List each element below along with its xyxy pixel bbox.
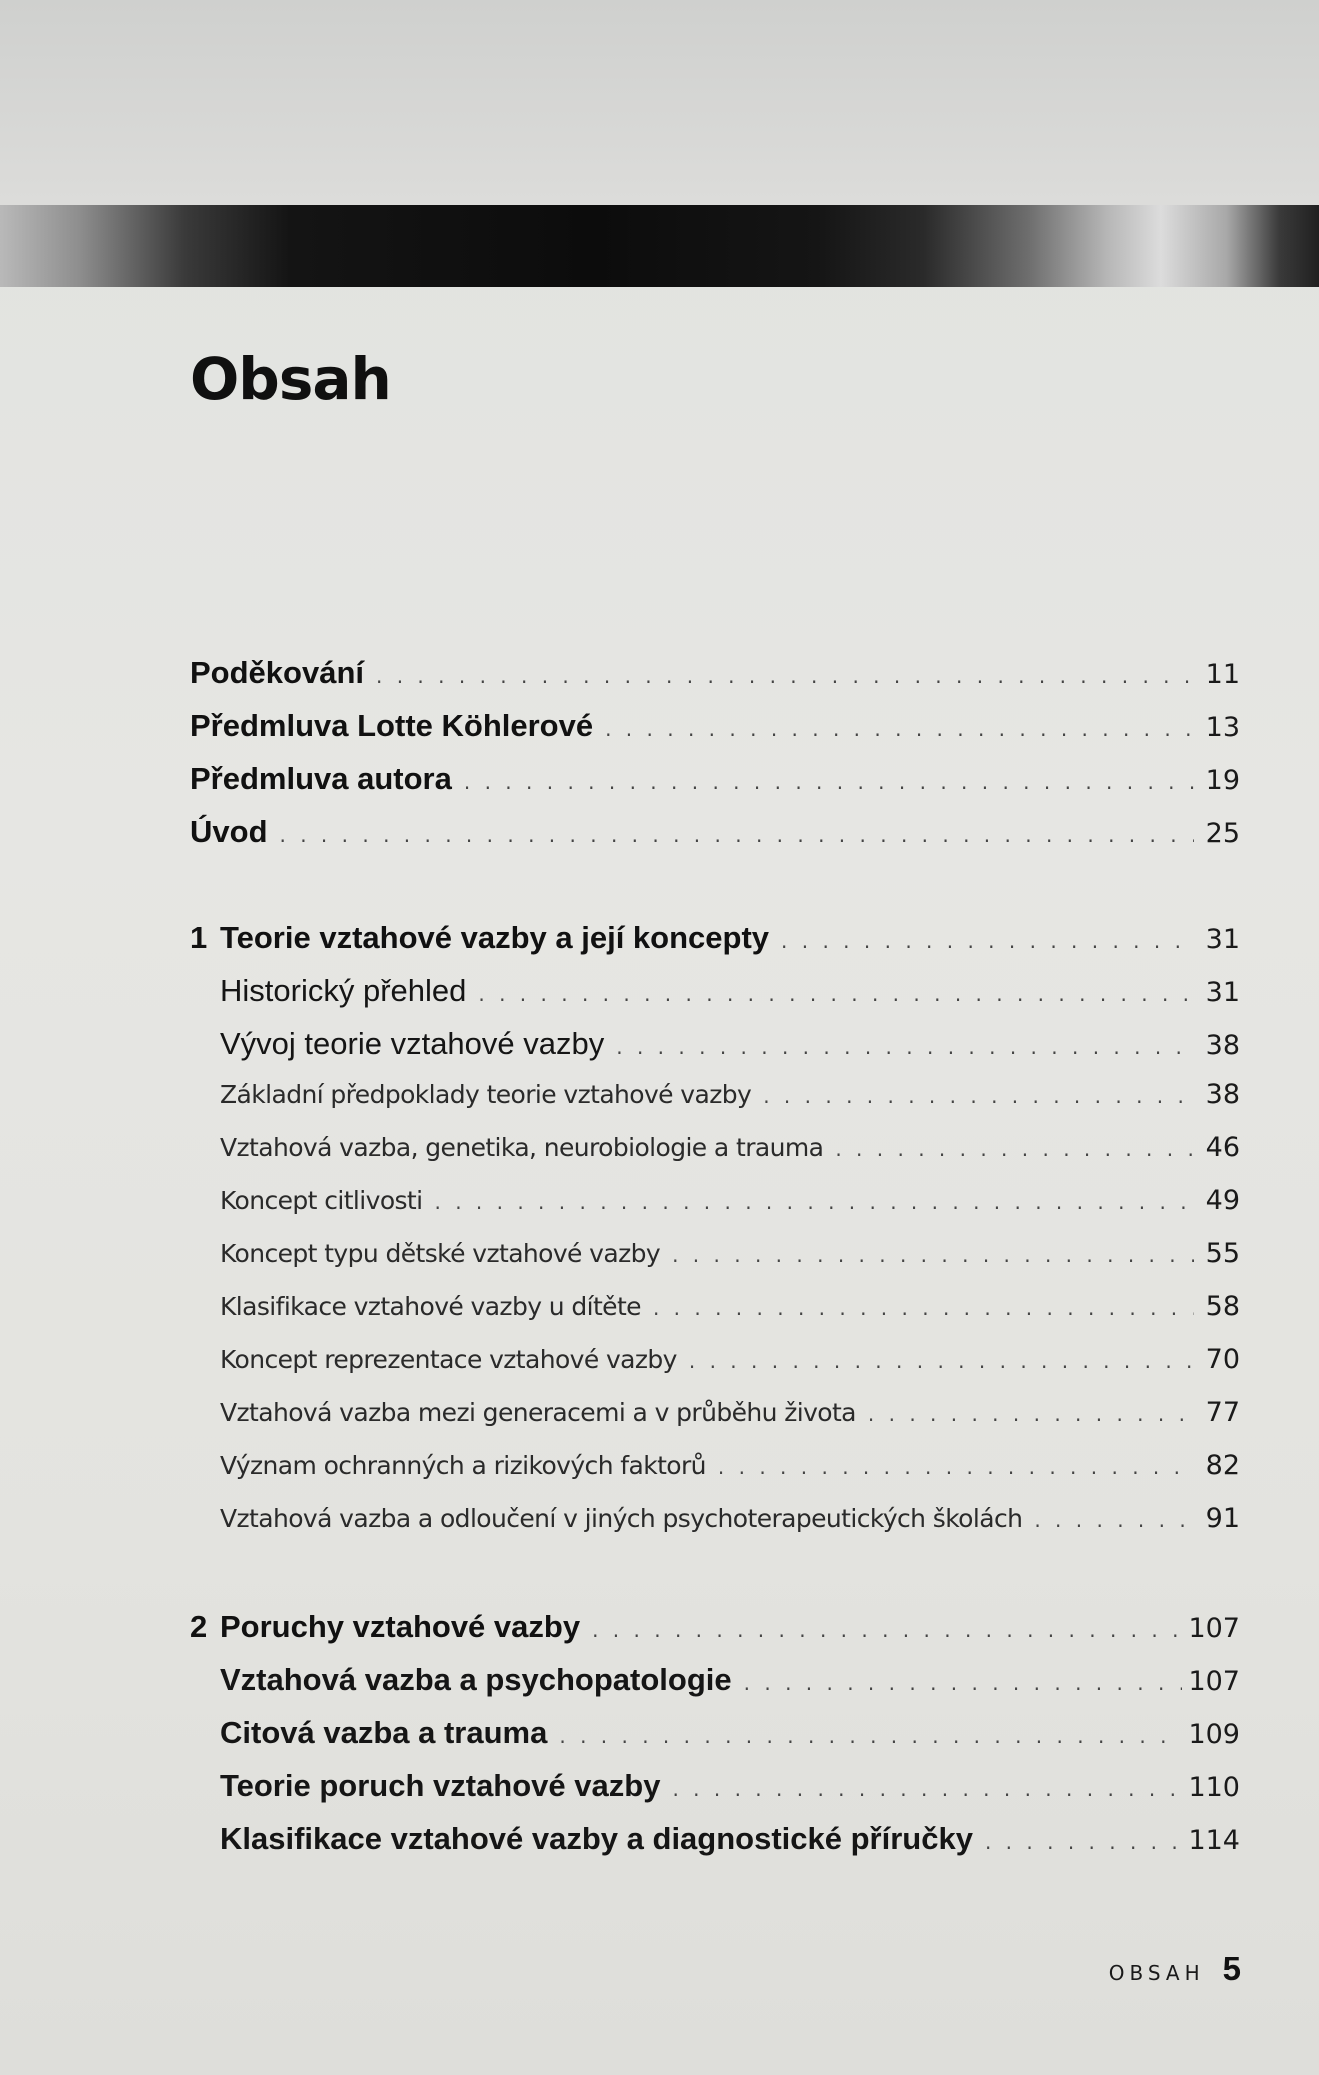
- toc-entry-label: Klasifikace vztahové vazby a diagnostické příručky: [220, 1821, 973, 1856]
- toc-entry-label: Poděkování: [190, 655, 364, 690]
- toc-entry-title: [190, 1609, 580, 1645]
- toc-entry: [190, 1344, 1240, 1375]
- toc-page-number: 82: [1205, 1450, 1240, 1481]
- toc-entry-title: [190, 1080, 751, 1109]
- toc-page-number: 91: [1205, 1503, 1240, 1534]
- toc-entry-title: [190, 1768, 660, 1804]
- toc-entry-label: Význam ochranných a rizikových faktorů: [220, 1451, 706, 1480]
- toc-dot-leader: [744, 1671, 1183, 1695]
- toc-entry-label: Vztahová vazba mezi generacemi a v průběhu života: [220, 1398, 856, 1427]
- toc-dot-leader: [478, 982, 1194, 1006]
- toc-entry-title: [190, 1451, 706, 1480]
- toc-entry: [190, 1397, 1240, 1428]
- toc-entry: [190, 1503, 1240, 1534]
- page-footer: [1109, 1950, 1241, 1988]
- header-band: [0, 205, 1319, 287]
- toc-dot-leader: [559, 1724, 1182, 1748]
- toc-entry-label: Vývoj teorie vztahové vazby: [220, 1026, 605, 1061]
- toc-page-number: 110: [1188, 1772, 1240, 1803]
- toc-page-number: 114: [1188, 1825, 1240, 1856]
- toc-entry: [190, 708, 1240, 744]
- toc-dot-leader: [1034, 1508, 1194, 1532]
- toc-entry: [190, 814, 1240, 850]
- toc-dot-leader: [689, 1349, 1194, 1373]
- toc-entry: [190, 1291, 1240, 1322]
- toc-entry-label: Základní předpoklady teorie vztahové vazby: [220, 1080, 752, 1109]
- toc-entry-title: [190, 655, 364, 691]
- toc-entry-label: Historický přehled: [220, 973, 467, 1008]
- toc-entry-title: [190, 708, 593, 744]
- toc-page-number: 19: [1205, 765, 1240, 796]
- toc-entry-title: [190, 1186, 422, 1215]
- toc-page-number: 49: [1205, 1185, 1240, 1216]
- toc-dot-leader: [985, 1830, 1183, 1854]
- toc-entry-label: Úvod: [190, 814, 268, 849]
- toc-entry: [190, 1450, 1240, 1481]
- toc-dot-leader: [376, 664, 1194, 688]
- toc-entry-title: [190, 1715, 547, 1751]
- toc-entry-title: [190, 1239, 660, 1268]
- toc-entry-label: Vztahová vazba, genetika, neurobiologie a trauma: [220, 1133, 824, 1162]
- toc-page-number: 11: [1205, 659, 1240, 690]
- toc-entry-label: Teorie poruch vztahové vazby: [220, 1768, 661, 1803]
- toc-page-number: 38: [1205, 1079, 1240, 1110]
- toc-chapter-number: 2: [190, 1609, 208, 1644]
- toc-entry-label: Vztahová vazba a psychopatologie: [220, 1662, 732, 1697]
- toc-entry-title: [190, 1133, 823, 1162]
- toc-dot-leader: [672, 1243, 1194, 1267]
- toc-entry-title: [190, 814, 268, 850]
- toc-entry: [190, 1821, 1240, 1857]
- toc-chapter-number: 1: [190, 920, 208, 955]
- toc-entry: [190, 1185, 1240, 1216]
- page-top-area: [0, 0, 1319, 205]
- toc-dot-leader: [616, 1035, 1194, 1059]
- toc-entry-title: [190, 1821, 973, 1857]
- toc-page-number: 107: [1188, 1613, 1240, 1644]
- toc-dot-leader: [605, 717, 1194, 741]
- toc-dot-leader: [835, 1137, 1194, 1161]
- toc-entry-label: Poruchy vztahové vazby: [220, 1609, 581, 1644]
- toc-entry: [190, 1026, 1240, 1062]
- toc-page-number: 70: [1205, 1344, 1240, 1375]
- toc-entry-label: Koncept reprezentace vztahové vazby: [220, 1345, 677, 1374]
- toc-entry: [190, 655, 1240, 691]
- toc-entry-label: Předmluva autora: [190, 761, 452, 796]
- toc-entry-title: [190, 1292, 641, 1321]
- toc-entry-title: [190, 920, 769, 956]
- toc-entry-label: Koncept citlivosti: [220, 1186, 423, 1215]
- toc-entry-title: [190, 973, 466, 1009]
- toc-entry-label: Koncept typu dětské vztahové vazby: [220, 1239, 661, 1268]
- toc-page-number: 109: [1188, 1719, 1240, 1750]
- toc-dot-leader: [280, 823, 1195, 847]
- toc-entry: [190, 1132, 1240, 1163]
- toc-entry-label: Citová vazba a trauma: [220, 1715, 548, 1750]
- toc-page-number: 13: [1205, 712, 1240, 743]
- toc-page-number: 25: [1205, 818, 1240, 849]
- toc-page-number: 38: [1205, 1030, 1240, 1061]
- toc-entry: [190, 1662, 1240, 1698]
- toc-page-number: 107: [1188, 1666, 1240, 1697]
- toc-dot-leader: [653, 1296, 1194, 1320]
- toc-entry-title: [190, 1026, 604, 1062]
- toc-dot-leader: [434, 1190, 1194, 1214]
- toc-entry-title: [190, 1398, 856, 1427]
- toc-entry: [190, 761, 1240, 797]
- toc-dot-leader: [592, 1618, 1182, 1642]
- toc-page-number: 31: [1205, 977, 1240, 1008]
- footer-page-number: 5: [1222, 1950, 1241, 1987]
- toc-entry-title: [190, 1345, 677, 1374]
- toc-page-number: 77: [1205, 1397, 1240, 1428]
- toc-page-number: 46: [1205, 1132, 1240, 1163]
- toc-entry: [190, 1079, 1240, 1110]
- toc-entry-label: Teorie vztahové vazby a její koncepty: [220, 920, 770, 955]
- footer-section-label: OBSAH: [1108, 1961, 1205, 1985]
- toc-entry: [190, 920, 1240, 956]
- toc-entry-label: Klasifikace vztahové vazby u dítěte: [220, 1292, 641, 1321]
- page-title: Obsah: [190, 345, 391, 413]
- toc-dot-leader: [868, 1402, 1194, 1426]
- toc-dot-leader: [781, 929, 1194, 953]
- toc-page-number: 58: [1205, 1291, 1240, 1322]
- toc-dot-leader: [763, 1084, 1194, 1108]
- toc-entry: [190, 973, 1240, 1009]
- toc-dot-leader: [464, 770, 1194, 794]
- toc-page-number: 31: [1205, 924, 1240, 955]
- toc-entry-title: [190, 761, 452, 797]
- toc-entry-label: Vztahová vazba a odloučení v jiných psychoterapeutických školách: [220, 1504, 1023, 1533]
- toc-dot-leader: [672, 1777, 1182, 1801]
- toc-entry: [190, 1715, 1240, 1751]
- toc-page-number: 55: [1205, 1238, 1240, 1269]
- toc-entry: [190, 1609, 1240, 1645]
- toc-entry: [190, 1238, 1240, 1269]
- toc-entry-title: [190, 1662, 732, 1698]
- toc-entry-title: [190, 1504, 1022, 1533]
- toc-entry: [190, 1768, 1240, 1804]
- toc-entry-label: Předmluva Lotte Köhlerové: [190, 708, 594, 743]
- toc-dot-leader: [718, 1455, 1194, 1479]
